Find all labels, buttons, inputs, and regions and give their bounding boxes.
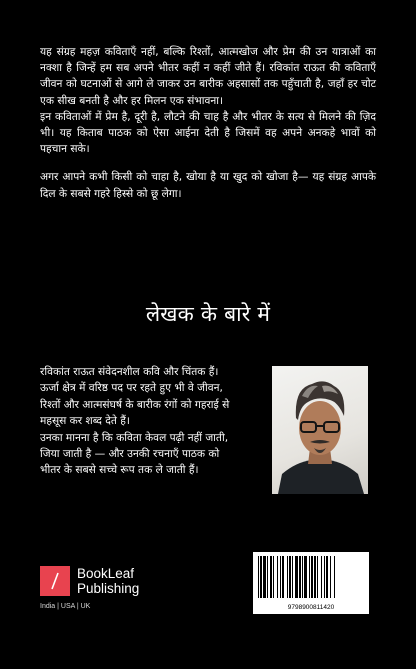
about-author-heading: लेखक के बारे में — [145, 302, 271, 326]
barcode-bar — [270, 556, 272, 598]
blurb-paragraph-3: अगर आपने कभी किसी को चाहा है, खोया है या खुद को खोजा है— यह संग्रह आपके दिल के सबसे गहरे हिस्से को छू लेगा। — [40, 171, 376, 200]
publisher-logo — [40, 566, 139, 596]
publisher-regions: India | USA | UK — [40, 603, 91, 610]
publisher-logo-mark — [40, 566, 70, 596]
barcode-bar — [292, 556, 293, 598]
barcode-bar — [321, 556, 322, 598]
barcode-bar — [302, 556, 303, 598]
barcode-bar — [334, 556, 335, 598]
blurb-paragraph-1: यह संग्रह महज़ कविताएँ नहीं, बल्कि रिश्तों, आत्मखोज और प्रेम की उन यात्राओं का नक्शा है जिन्हें हम सब अपने भीतर कहीं न कहीं जीते हैं। रविकांत राऊत की कविताएँ जीवन को घटनाओं से आगे ले जाकर उन बारीक अहसासों तक पहुँचाती है, जहाँ हर चोट एक सीख बनती है और हर मिलन एक संभावना। — [40, 46, 376, 107]
barcode-bar — [267, 556, 268, 598]
barcode-bar — [260, 556, 262, 598]
barcode-bar — [326, 556, 328, 598]
barcode-bar — [277, 556, 278, 598]
barcode-bar — [280, 556, 281, 598]
barcode-bars — [253, 552, 369, 602]
publisher-name-line-2: Publishing — [77, 581, 140, 596]
barcode-bar — [287, 556, 288, 598]
slash-icon — [40, 566, 70, 596]
barcode-bar — [299, 556, 301, 598]
publisher-name — [77, 566, 139, 596]
author-photo — [272, 366, 368, 494]
blurb-paragraph-2: इन कविताओं में प्रेम है, दूरी है, लौटने की चाह है और भीतर के सत्य से मिलने की ज़िद भी। यह किताब पाठक को ऐसा आईना देती है जिसमें वह अपने अनकहे भावों को पहचान सके। — [40, 110, 376, 156]
barcode-bar — [324, 556, 325, 598]
barcode-bar — [289, 556, 291, 598]
author-bio-paragraph-1: रविकांत राऊत संवेदनशील कवि और चिंतक हैं। ऊर्जा क्षेत्र में वरिष्ठ पद पर रहते हुए भी वे जीवन, रिश्तों और आत्मसंघर्ष के बारीक रंगों को गहराई से महसूस कर शब्द देते हैं। — [40, 366, 230, 428]
author-bio — [40, 364, 240, 479]
barcode-bar — [273, 556, 274, 598]
barcode-bar — [311, 556, 313, 598]
barcode-bar — [330, 556, 331, 598]
barcode-bar — [309, 556, 310, 598]
barcode-bar — [295, 556, 298, 598]
isbn-number: 9798900811420 — [287, 604, 335, 611]
author-bio-paragraph-2: उनका मानना है कि कविता केवल पढ़ी नहीं जाती, जिया जाती है — और उनकी रचनाएँ पाठक को भीतर के सबसे सच्चे रूप तक ले जाती हैं। — [40, 431, 229, 477]
barcode-bar — [314, 556, 316, 598]
barcode-bar — [263, 556, 266, 598]
barcode-bar — [282, 556, 284, 598]
publisher-name-line-1: BookLeaf — [77, 566, 135, 581]
back-cover-blurb — [40, 44, 376, 202]
author-portrait-illustration — [272, 366, 368, 494]
barcode-bar — [258, 556, 259, 598]
barcode-bar — [304, 556, 307, 598]
isbn-barcode — [253, 552, 369, 614]
barcode-bar — [317, 556, 318, 598]
